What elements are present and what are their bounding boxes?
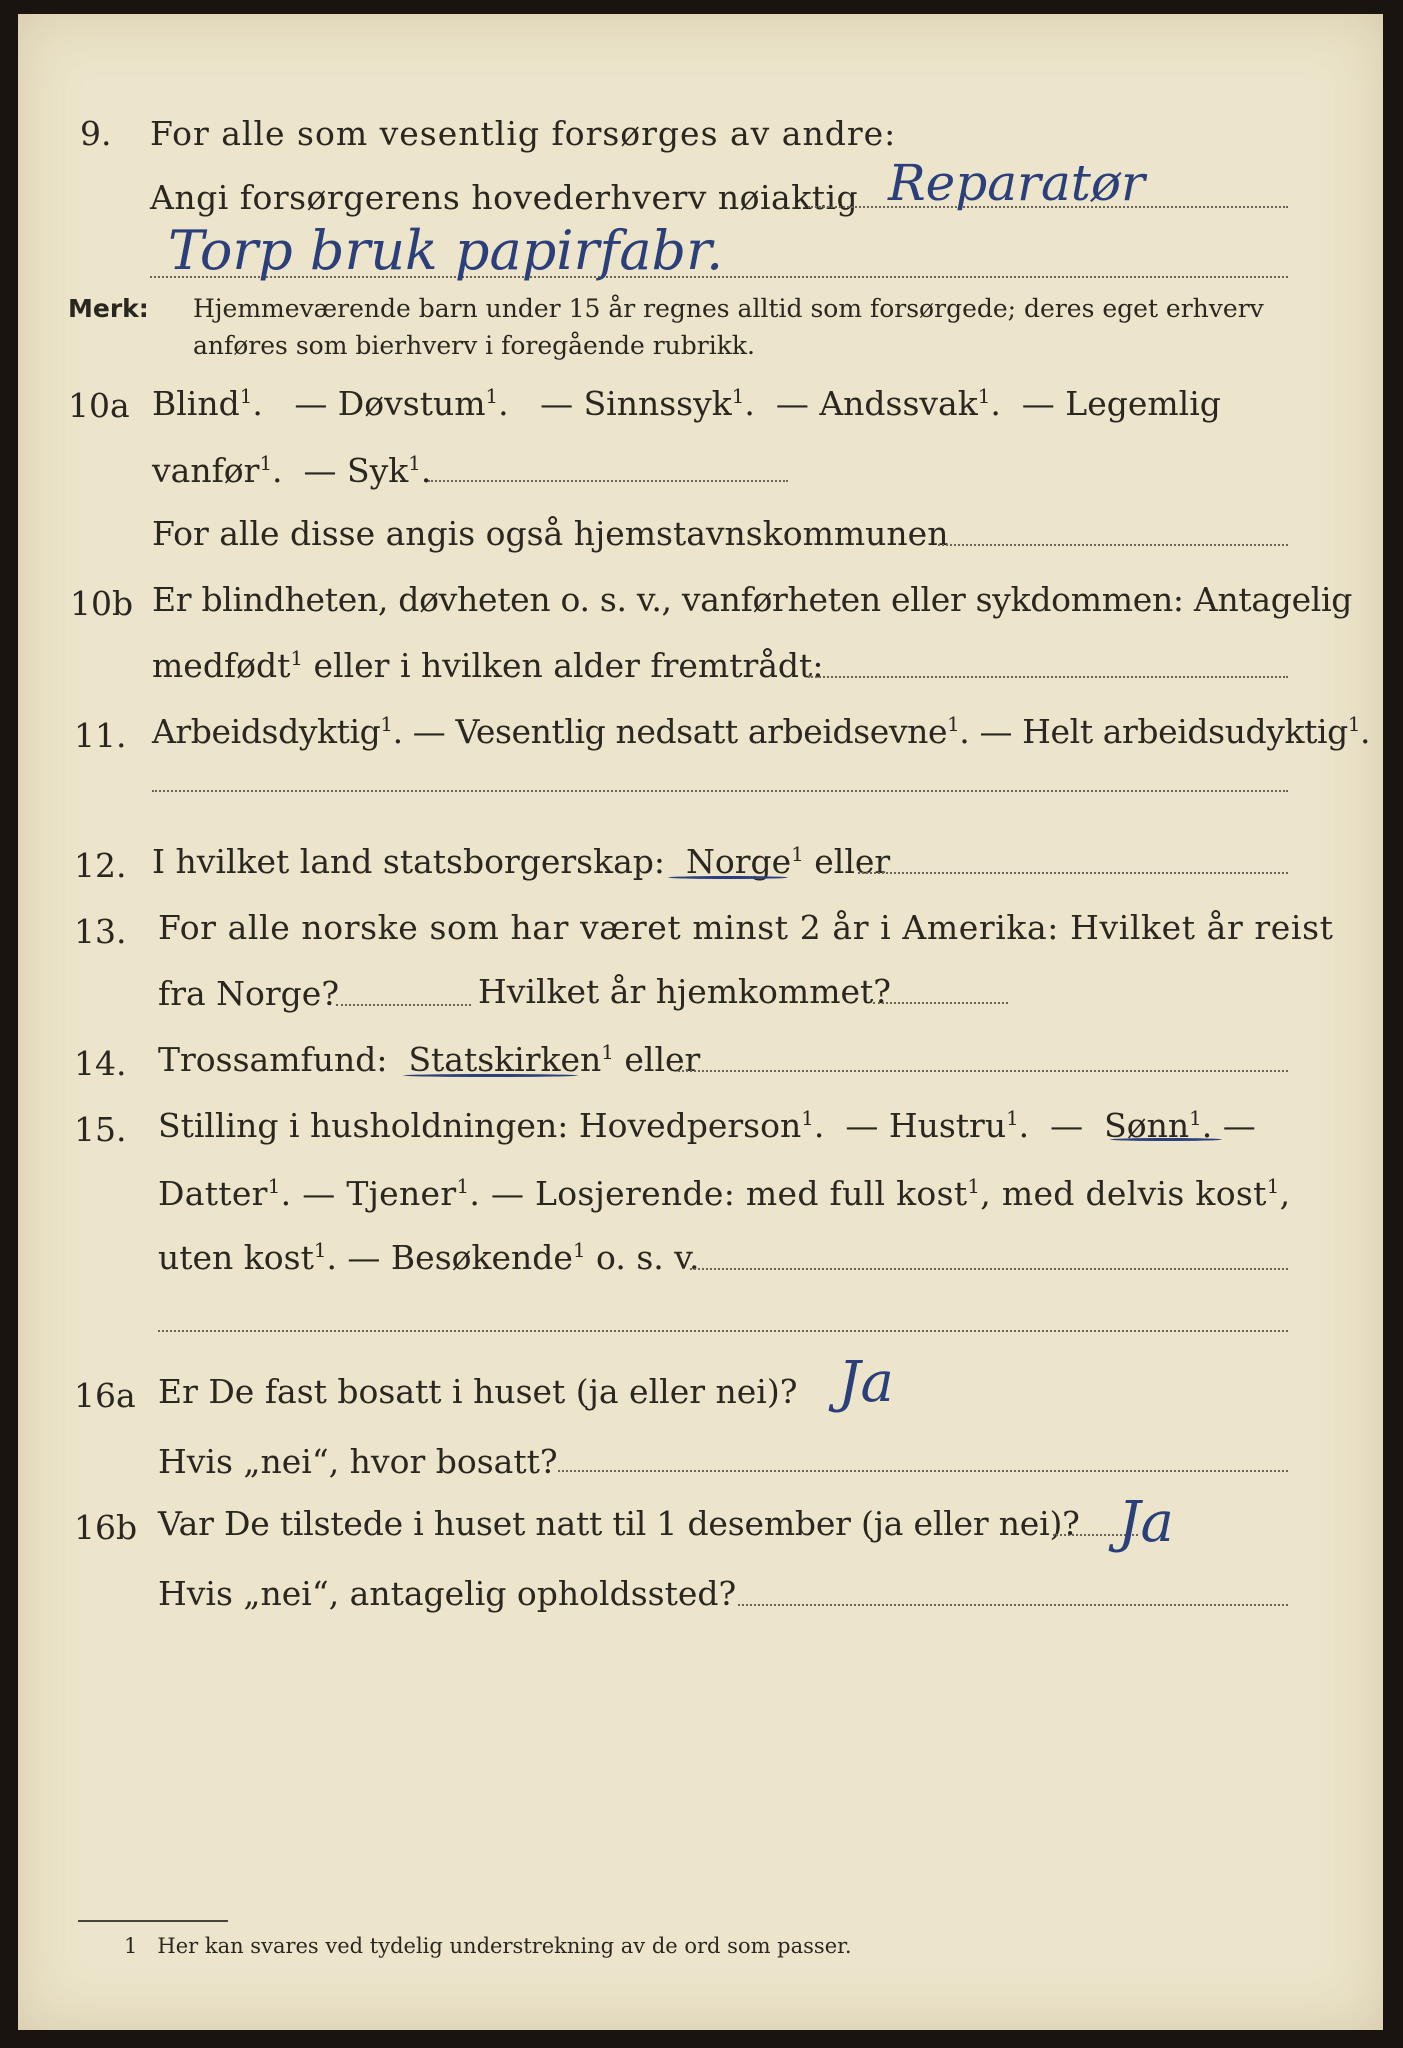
q13-hjemkommet-line (873, 1002, 1008, 1004)
merk-label: Merk: (68, 294, 149, 323)
q11-number: 11. (74, 716, 127, 755)
q12-number: 12. (74, 846, 127, 885)
q10a-line3: For alle disse angis også hjemstavnskommunen (152, 514, 949, 553)
footnote-rule (78, 1920, 228, 1922)
q10b-line2: medfødt$^1$ eller i hvilken alder fremtrådt: (152, 646, 824, 685)
merk-line1: Hjemmeværende barn under 15 år regnes alltid som forsørgede; deres eget erhverv (193, 294, 1264, 323)
q15-number: 15. (74, 1110, 127, 1149)
merk-line2: anføres som bierhverv i foregående rubrikk. (193, 331, 755, 360)
footnote: 1 Her kan svares ved tydelig understrekning av de ord som passer. (124, 1934, 852, 1958)
q12-line: I hvilket land statsborgerskap: Norge$^1$ eller (152, 842, 891, 881)
q16b-handwritten-answer: Ja (1118, 1490, 1174, 1555)
q9-line1: For alle som vesentlig forsørges av andre: (150, 114, 897, 153)
census-form-page (18, 14, 1383, 2030)
q15-answer-line2 (158, 1330, 1288, 1332)
q15-line1: Stilling i husholdningen: Hovedperson$^1$. — Hustru$^1$. — Sønn$^1$. — (158, 1106, 1256, 1145)
q13-line2a: fra Norge? (158, 974, 340, 1013)
q11-line: Arbeidsdyktig$^1$. — Vesentlig nedsatt arbeidsevne$^1$. — Helt arbeidsudyktig$^1$. (152, 712, 1371, 751)
q16b-line1: Var De tilstede i huset natt til 1 desember (ja eller nei)? (158, 1504, 1080, 1543)
q16b-opholdssted-line (738, 1604, 1288, 1606)
q16a-handwritten-answer: Ja (838, 1350, 894, 1415)
q10a-hjemstavn-line (938, 544, 1288, 546)
q16b-line2: Hvis „nei“, antagelig opholdssted? (158, 1574, 737, 1613)
q11-answer-line (152, 790, 1288, 792)
q12-norge-underline (668, 876, 788, 879)
q10a-line2: vanfør$^1$. — Syk$^1$. (152, 451, 432, 490)
q16b-number: 16b (74, 1508, 138, 1547)
q14-number: 14. (74, 1044, 127, 1083)
q14-answer-line (678, 1070, 1288, 1072)
q14-line: Trossamfund: Statskirken$^1$ eller (158, 1040, 701, 1079)
q15-line3: uten kost$^1$. — Besøkende$^1$ o. s. v. (158, 1238, 700, 1277)
q15-line2: Datter$^1$. — Tjener$^1$. — Losjerende: med full kost$^1$, med delvis kost$^1$, (158, 1174, 1291, 1213)
q13-reist-line (336, 1004, 471, 1006)
q16a-line1: Er De fast bosatt i huset (ja eller nei)? (158, 1372, 798, 1411)
q15-sonn-underline (1110, 1138, 1222, 1141)
q13-line2b: Hvilket år hjemkommet? (478, 972, 891, 1011)
q13-number: 13. (74, 912, 127, 951)
q10a-answer-line (428, 480, 788, 482)
q16a-answer-line (558, 1470, 1288, 1472)
q16a-line2: Hvis „nei“, hvor bosatt? (158, 1442, 558, 1481)
q10b-number: 10b (70, 584, 134, 623)
q14-statskirken-underline (403, 1074, 578, 1077)
q9-handwritten-answer1: Reparatør (888, 154, 1145, 212)
q10b-answer-line (808, 676, 1288, 678)
q15-answer-line (690, 1268, 1288, 1270)
q12-answer-line (858, 872, 1288, 874)
q10a-line1: Blind$^1$. — Døvstum$^1$. — Sinnssyk$^1$. — Andssvak$^1$. — Legemlig (152, 384, 1221, 423)
q10b-line1: Er blindheten, døvheten o. s. v., vanførheten eller sykdommen: Antagelig (152, 580, 1353, 619)
q9-handwritten-answer2: Torp bruk papirfabr. (168, 219, 724, 282)
q16a-number: 16a (74, 1376, 136, 1415)
q13-line1: For alle norske som har været minst 2 år i Amerika: Hvilket år reist (158, 908, 1334, 947)
q9-line2: Angi forsørgerens hovederhverv nøiaktig (150, 178, 859, 217)
q10a-number: 10a (68, 386, 130, 425)
q9-number: 9. (80, 114, 112, 153)
